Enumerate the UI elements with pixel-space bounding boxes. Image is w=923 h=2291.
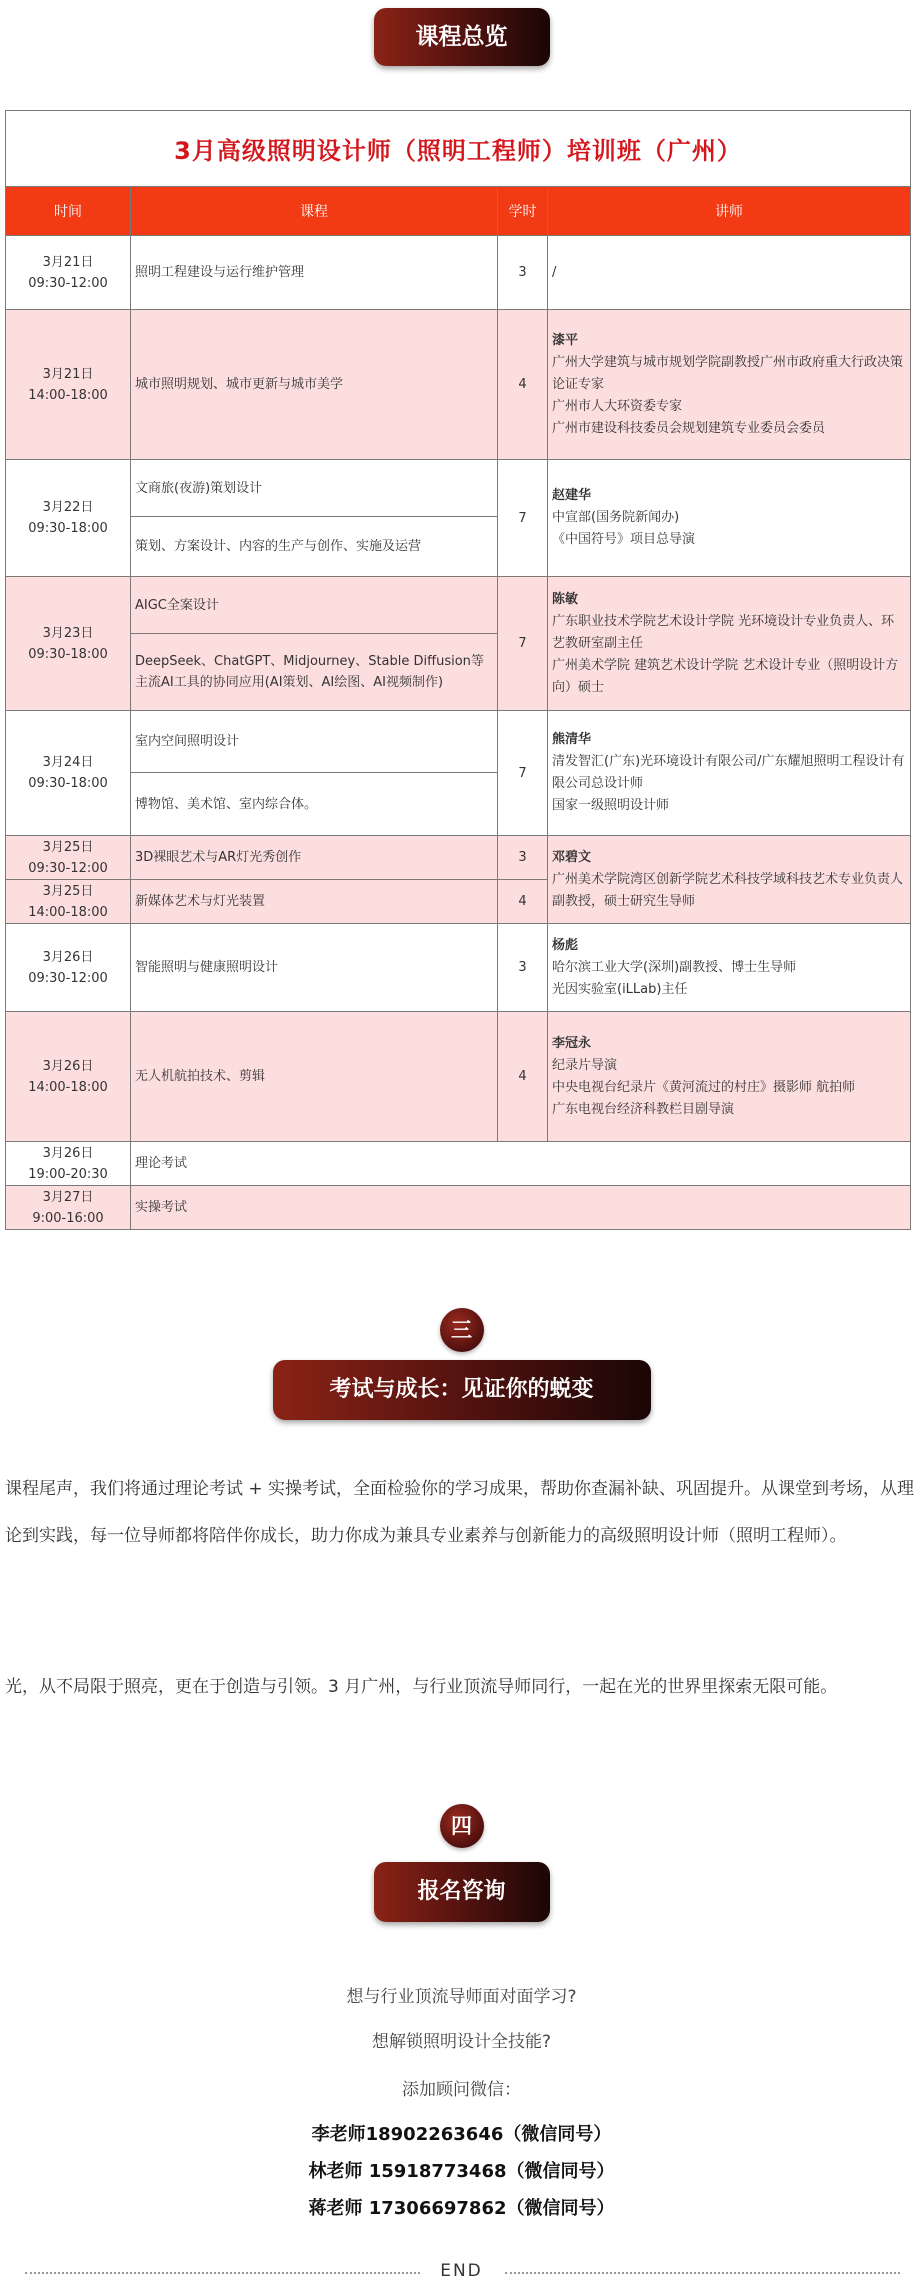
session-time <box>6 310 131 460</box>
header-hours: 学时 <box>498 187 548 236</box>
header-time: 时间 <box>6 187 131 236</box>
teacher-bio: 光因实验室(iLLab)主任 <box>552 981 688 997</box>
teacher-bio: 纪录片导演 <box>552 1057 618 1073</box>
course-name: 无人机航拍技术、剪辑 <box>131 1012 498 1142</box>
teacher-bio: 广州市建设科技委员会规划建筑专业委员会委员 <box>552 420 826 436</box>
teacher-cell <box>548 577 911 711</box>
teacher-cell <box>548 836 911 924</box>
section-number-badge: 三 <box>440 1308 484 1352</box>
end-label: END <box>440 2261 483 2281</box>
session-time <box>6 1012 131 1142</box>
course-name: 城市照明规划、城市更新与城市美学 <box>131 310 498 460</box>
session-date: 3月22日 <box>42 500 94 515</box>
credit-hours: 7 <box>498 460 548 577</box>
table-row <box>6 924 911 1012</box>
exam-growth-title: 考试与成长：见证你的蜕变 <box>273 1360 651 1420</box>
session-hours-range: 14:00-18:00 <box>28 1079 108 1095</box>
course-detail: 策划、方案设计、内容的生产与创作、实施及运营 <box>131 517 498 577</box>
session-hours-range: 19:00-20:30 <box>28 1166 108 1182</box>
session-date: 3月25日 <box>42 839 94 855</box>
teacher-name: 李冠永 <box>552 1035 592 1051</box>
contact-phone: 李老师18902263646（微信同号） <box>311 2124 612 2145</box>
teacher-bio: 广州美术学院 建筑艺术设计学院 艺术设计专业（照明设计方向）硕士 <box>552 657 899 695</box>
session-date: 3月26日 <box>42 949 94 965</box>
table-title-row <box>6 111 911 187</box>
schedule-table <box>5 110 911 1230</box>
teacher-name: 陈敏 <box>552 591 579 607</box>
session-time <box>6 577 131 711</box>
teacher-bio: 哈尔滨工业大学(深圳)副教授、博士生导师 <box>552 959 797 975</box>
table-row <box>6 460 911 517</box>
session-time <box>6 1186 131 1230</box>
course-detail-line: DeepSeek、ChatGPT、Midjourney、Stable Diffusion等 <box>135 654 484 669</box>
teacher-name: 熊清华 <box>552 732 592 747</box>
table-header-row <box>6 187 911 236</box>
contact-phone: 林老师 15918773468（微信同号） <box>308 2161 615 2182</box>
session-hours-range: 09:30-12:00 <box>28 970 108 986</box>
credit-hours: 3 <box>498 836 548 880</box>
session-hours-range: 09:30-12:00 <box>28 275 108 291</box>
teacher-cell <box>548 1012 911 1142</box>
session-hours-range: 09:30-12:00 <box>28 860 108 876</box>
teacher-cell <box>548 711 911 836</box>
credit-hours: 7 <box>498 711 548 836</box>
course-overview-title: 课程总览 <box>374 8 550 66</box>
course-name: 照明工程建设与运行维护管理 <box>131 236 498 310</box>
section-number-badge: 四 <box>440 1804 484 1848</box>
session-hours-range: 9:00-16:00 <box>32 1210 104 1226</box>
session-date: 3月24日 <box>42 755 94 770</box>
teacher-bio: 广州市人大环资委专家 <box>552 398 683 414</box>
course-detail: 博物馆、美术馆、室内综合体。 <box>131 773 498 836</box>
session-hours-range: 14:00-18:00 <box>28 904 108 920</box>
teacher-name: 邓碧文 <box>552 849 592 865</box>
session-hours-range: 09:30-18:00 <box>28 521 108 536</box>
course-name: 室内空间照明设计 <box>131 711 498 773</box>
teacher-bio: 广州大学建筑与城市规划学院副教授广州市政府重大行政决策论证专家 <box>552 354 904 392</box>
contact-phone: 蒋老师 17306697862（微信同号） <box>308 2198 615 2219</box>
header-teacher: 讲师 <box>548 187 911 236</box>
credit-hours: 4 <box>498 1012 548 1142</box>
wechat-prompt: 添加顾问微信： <box>402 2080 521 2100</box>
table-row <box>6 1012 911 1142</box>
session-hours-range: 14:00-18:00 <box>28 387 108 403</box>
signup-title: 报名咨询 <box>374 1862 550 1922</box>
credit-hours: 4 <box>498 880 548 924</box>
credit-hours: 3 <box>498 236 548 310</box>
teacher-bio: 国家一级照明设计师 <box>552 798 670 813</box>
teacher-bio: 中宣部(国务院新闻办) <box>552 510 680 525</box>
teacher-cell <box>548 924 911 1012</box>
session-date: 3月27日 <box>42 1189 94 1205</box>
header-course: 课程 <box>131 187 498 236</box>
session-time <box>6 460 131 577</box>
exam-paragraph: 课程尾声，我们将通过理论考试 + 实操考试，全面检验你的学习成果，帮助你查漏补缺、巩固提升。从课堂到考场，从理论到实践，每一位导师都将陪伴你成长，助力你成为兼具专业素养与创新能力的高级照明设计师（照明工程师）。 <box>5 1479 915 1546</box>
teacher-bio: 清发智汇(广东)光环境设计有限公司/广东耀旭照明工程设计有限公司总设计师 <box>552 754 905 791</box>
session-date: 3月25日 <box>42 883 94 899</box>
contact-question: 想与行业顶流导师面对面学习? <box>346 1987 577 2007</box>
table-row <box>6 836 911 880</box>
course-name: 文商旅(夜游)策划设计 <box>131 460 498 517</box>
session-time <box>6 711 131 836</box>
session-date: 3月26日 <box>42 1058 94 1074</box>
session-hours-range: 09:30-18:00 <box>28 776 108 791</box>
course-name: 3D裸眼艺术与AR灯光秀创作 <box>131 836 498 880</box>
teacher-cell: / <box>548 236 911 310</box>
table-title: 3月高级照明设计师（照明工程师）培训班（广州） <box>6 111 911 187</box>
teacher-cell <box>548 460 911 577</box>
teacher-bio: 广州美术学院湾区创新学院艺术科技学域科技艺术专业负责人 副教授，硕士研究生导师 <box>552 871 904 909</box>
course-name: 新媒体艺术与灯光装置 <box>131 880 498 924</box>
teacher-bio: 中央电视台纪录片《黄河流过的村庄》摄影师 航拍师 <box>552 1079 856 1095</box>
credit-hours: 7 <box>498 577 548 711</box>
teacher-name: 赵建华 <box>552 488 592 503</box>
course-name: AIGC全案设计 <box>131 577 498 634</box>
table-row <box>6 1186 911 1230</box>
teacher-bio: 广东电视台经济科教栏目剧导演 <box>552 1101 735 1117</box>
session-hours-range: 09:30-18:00 <box>28 646 108 662</box>
course-name: 理论考试 <box>131 1142 911 1186</box>
table-row <box>6 236 911 310</box>
session-time <box>6 836 131 880</box>
teacher-name: 杨彪 <box>552 937 579 953</box>
table-row <box>6 310 911 460</box>
teacher-bio: 广东职业技术学院艺术设计学院 光环境设计专业负责人、环艺教研室副主任 <box>552 613 895 651</box>
teacher-cell <box>548 310 911 460</box>
table-row <box>6 1142 911 1186</box>
closing-paragraph: 光，从不局限于照亮，更在于创造与引领。3 月广州，与行业顶流导师同行，一起在光的世界里探索无限可能。 <box>5 1677 838 1697</box>
session-time <box>6 880 131 924</box>
teacher-name: 漆平 <box>552 332 579 348</box>
session-time <box>6 924 131 1012</box>
session-time <box>6 1142 131 1186</box>
session-date: 3月21日 <box>42 254 94 270</box>
credit-hours: 3 <box>498 924 548 1012</box>
table-row <box>6 577 911 634</box>
course-name: 实操考试 <box>131 1186 911 1230</box>
contact-question: 想解锁照明设计全技能? <box>371 2032 552 2052</box>
course-name: 智能照明与健康照明设计 <box>131 924 498 1012</box>
session-date: 3月23日 <box>42 625 94 641</box>
session-date: 3月26日 <box>42 1145 94 1161</box>
session-date: 3月21日 <box>42 366 94 382</box>
table-row <box>6 711 911 773</box>
teacher-bio: 《中国符号》项目总导演 <box>552 532 696 547</box>
session-time <box>6 236 131 310</box>
course-detail-line: 主流AI工具的协同应用(AI策划、AI绘图、AI视频制作) <box>135 675 444 690</box>
course-detail <box>131 634 498 711</box>
credit-hours: 4 <box>498 310 548 460</box>
